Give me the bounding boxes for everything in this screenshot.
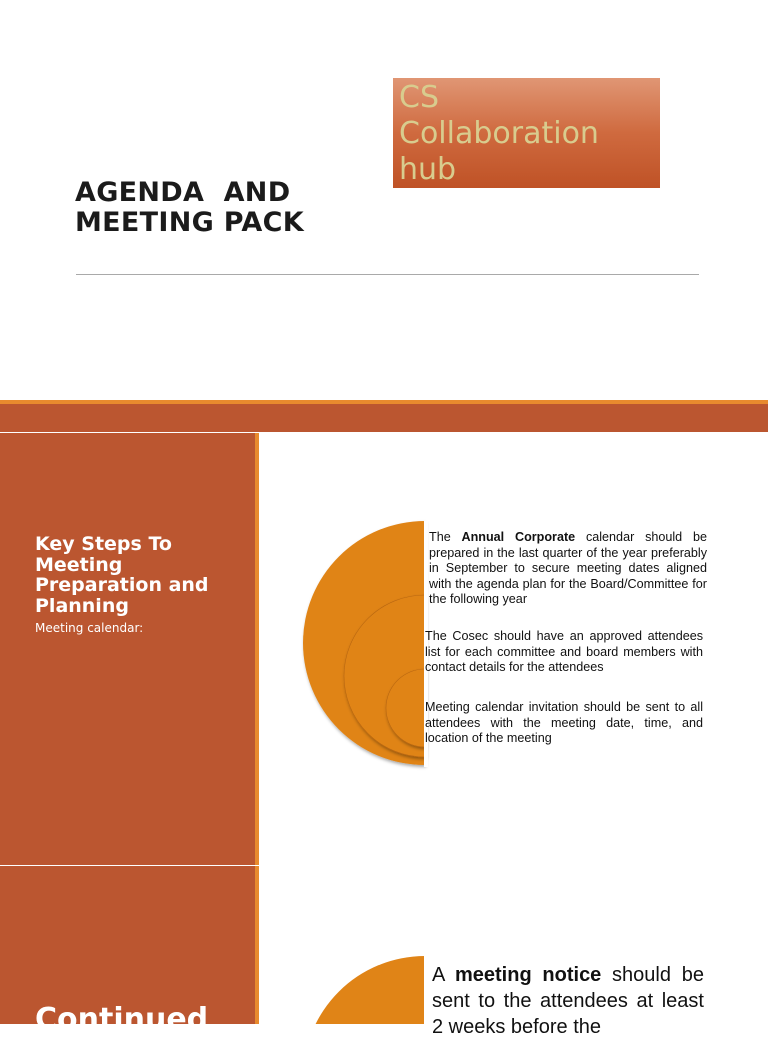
cover-slide (0, 0, 768, 400)
para1-bold: Annual Corporate (461, 530, 576, 544)
meeting-notice-paragraph (432, 962, 704, 1040)
side-panel-edge-2 (255, 866, 259, 1024)
arc-graphic-2 (300, 950, 430, 1024)
hub-line-3: hub (399, 152, 457, 187)
hub-line-1: CS (399, 80, 439, 115)
para4-bold: meeting notice (454, 964, 602, 986)
annual-calendar-paragraph (429, 530, 707, 608)
heading-line-1: Key Steps To (35, 533, 172, 555)
outer-arc-2 (303, 956, 425, 1024)
heading-line-4: Planning (35, 594, 129, 617)
continued-side-panel (0, 866, 255, 1024)
heading-line-3: Preparation and (35, 574, 209, 596)
hub-line-2: Collaboration (399, 116, 599, 151)
nested-arcs-graphic (298, 515, 433, 777)
para4-post: should be sent to the attendees at least 2 weeks before the (432, 964, 704, 1038)
title-line-2: MEETING PACK (75, 207, 304, 238)
hub-title-box (393, 78, 660, 188)
title-divider (76, 274, 699, 275)
meeting-calendar-subheading: Meeting calendar: (35, 621, 144, 635)
title-line-1: AGENDA AND (75, 177, 291, 208)
para1-post: calendar should be prepared in the last quarter of the year preferably in September to secure meeting dates aligned with the agenda plan for the Board/Committee for the following year (429, 530, 707, 606)
page-title (75, 178, 395, 238)
para4-pre: A (432, 964, 455, 986)
para1-pre: The (429, 530, 462, 544)
key-steps-side-panel (0, 433, 255, 865)
attendees-list-paragraph: The Cosec should have an approved attendees list for each committee and board members with contact details for the attendees (425, 629, 703, 674)
slide-separator-band (0, 404, 768, 432)
heading-line-2: Meeting (35, 553, 123, 576)
key-steps-heading (35, 534, 245, 616)
invitation-paragraph: Meeting calendar invitation should be sent to all attendees with the meeting date, time, and location of the meeting (425, 700, 703, 745)
continued-heading: Continued (35, 1002, 209, 1037)
side-panel-edge (255, 433, 259, 865)
